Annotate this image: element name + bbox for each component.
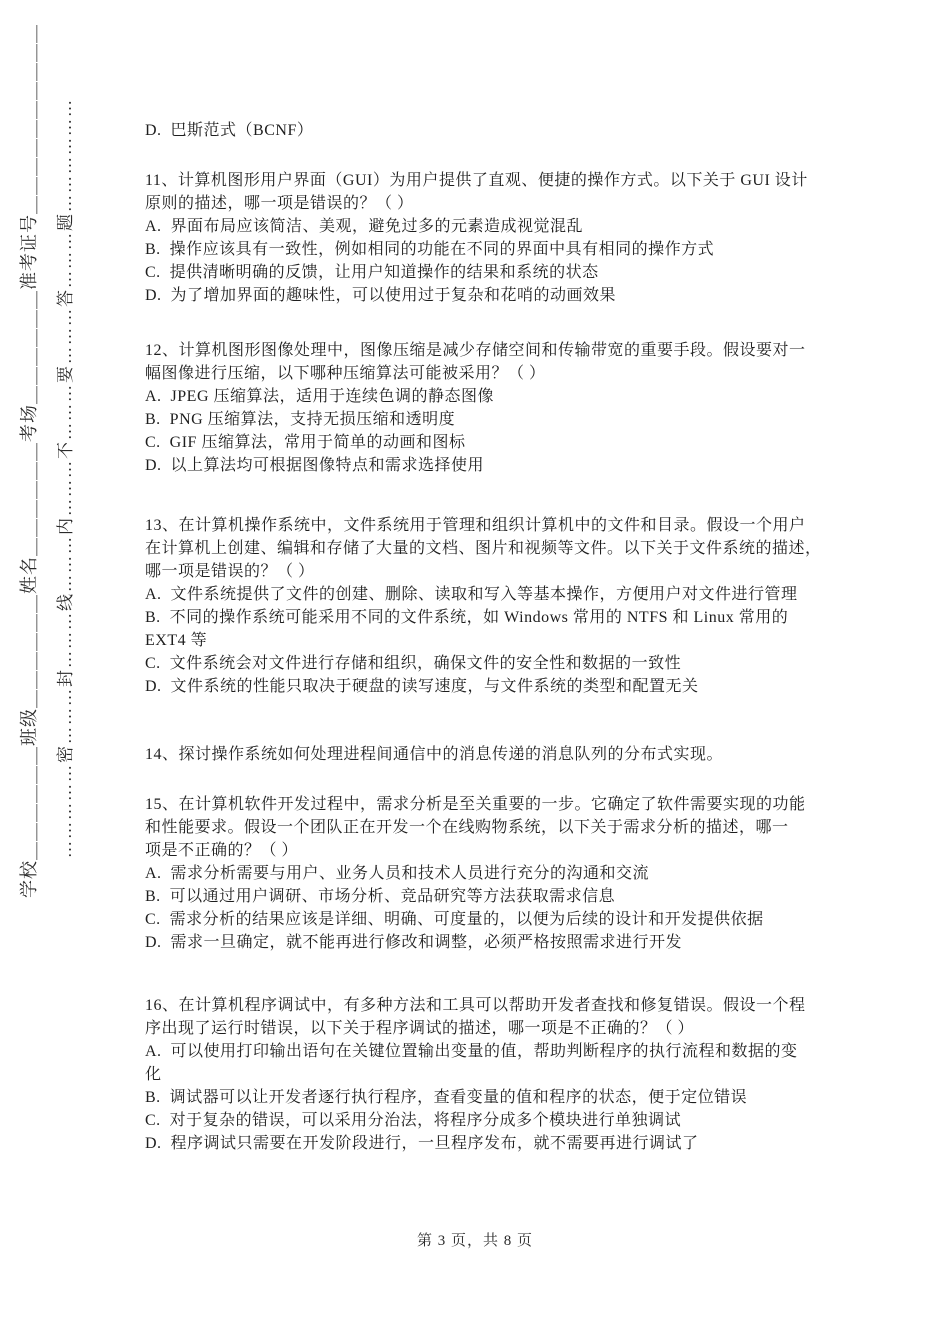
- question-16: [145, 994, 845, 1155]
- text-line: A. JPEG 压缩算法，适用于连续色调的静态图像: [145, 388, 495, 405]
- text-line: B. 调试器可以让开发者逐行执行程序，查看变量的值和程序的状态，便于定位错误: [145, 1089, 748, 1106]
- text-line: 幅图像进行压缩，以下哪种压缩算法可能被采用？（ ）: [145, 365, 546, 382]
- text-line: 13、在计算机操作系统中，文件系统用于管理和组织计算机中的文件和目录。假设一个用户: [145, 517, 806, 534]
- text-line: B. PNG 压缩算法，支持无损压缩和透明度: [145, 411, 456, 428]
- text-line: C. GIF 压缩算法，常用于简单的动画和图标: [145, 434, 466, 451]
- text-line: 哪一项是错误的？（ ）: [145, 563, 315, 580]
- text-line: 15、在计算机软件开发过程中，需求分析是至关重要的一步。它确定了软件需要实现的功能: [145, 796, 806, 813]
- text-line: C. 对于复杂的错误，可以采用分治法，将程序分成多个模块进行单独调试: [145, 1112, 682, 1129]
- text-line: D. 文件系统的性能只取决于硬盘的读写速度，与文件系统的类型和配置无关: [145, 678, 699, 695]
- text-line: D. 巴斯范式（BCNF）: [145, 122, 314, 139]
- text-line: D. 需求一旦确定，就不能再进行修改和调整，必须严格按照需求进行开发: [145, 934, 683, 951]
- text-line: 12、计算机图形图像处理中，图像压缩是减少存储空间和传输带宽的重要手段。假设要对一: [145, 342, 806, 359]
- text-line: D. 以上算法均可根据图像特点和需求选择使用: [145, 457, 485, 474]
- text-line: A. 需求分析需要与用户、业务人员和技术人员进行充分的沟通和交流: [145, 865, 650, 882]
- page-footer: [0, 1229, 950, 1250]
- text-line: 11、计算机图形用户界面（GUI）为用户提供了直观、便捷的操作方式。以下关于 GUI 设计: [145, 172, 808, 189]
- question-12: [145, 339, 845, 477]
- text-line: D. 程序调试只需要在开发阶段进行，一旦程序发布，就不需要再进行调试了: [145, 1135, 699, 1152]
- text-line: A. 文件系统提供了文件的创建、删除、读取和写入等基本操作，方便用户对文件进行管理: [145, 586, 798, 603]
- seal-line: ……………密………封………线………内………不………要………答………题………………: [56, 98, 75, 858]
- text-line: C. 需求分析的结果应该是详细、明确、可度量的，以便为后续的设计和开发提供依据: [145, 911, 764, 928]
- text-line: 项是不正确的？（ ）: [145, 842, 299, 859]
- text-line: B. 不同的操作系统可能采用不同的文件系统，如 Windows 常用的 NTFS 和 Linux 常用的: [145, 609, 789, 626]
- text-line: 和性能要求。假设一个团队正在开发一个在线购物系统，以下关于需求分析的描述，哪一: [145, 819, 789, 836]
- page-number: 第 3 页，共 8 页: [416, 1233, 533, 1249]
- question-13: [145, 514, 845, 698]
- text-line: B. 操作应该具有一致性，例如相同的功能在不同的界面中具有相同的操作方式: [145, 241, 715, 258]
- student-info-fields: 学校＿＿＿＿＿＿班级＿＿＿＿＿＿姓名＿＿＿＿＿＿考场＿＿＿＿＿＿准考证号＿＿＿＿＿＿＿＿＿＿: [19, 24, 39, 898]
- question-10-option-d: [145, 119, 845, 142]
- text-line: 序出现了运行时错误，以下关于程序调试的描述，哪一项是不正确的？（ ）: [145, 1020, 695, 1037]
- text-line: A. 可以使用打印输出语句在关键位置输出变量的值，帮助判断程序的执行流程和数据的变: [145, 1043, 798, 1060]
- text-line: 14、探讨操作系统如何处理进程间通信中的消息传递的消息队列的分布式实现。: [145, 746, 724, 763]
- text-line: EXT4 等: [145, 632, 208, 649]
- question-14: [145, 743, 845, 766]
- exam-content: [145, 119, 845, 1155]
- text-line: 在计算机上创建、编辑和存储了大量的文档、图片和视频等文件。以下关于文件系统的描述，: [145, 540, 822, 557]
- text-line: B. 可以通过用户调研、市场分析、竞品研究等方法获取需求信息: [145, 888, 616, 905]
- text-line: A. 界面布局应该简洁、美观，避免过多的元素造成视觉混乱: [145, 218, 584, 235]
- text-line: C. 文件系统会对文件进行存储和组织，确保文件的安全性和数据的一致性: [145, 655, 682, 672]
- text-line: 16、在计算机程序调试中，有多种方法和工具可以帮助开发者查找和修复错误。假设一个程: [145, 997, 806, 1014]
- question-11: [145, 169, 845, 307]
- text-line: C. 提供清晰明确的反馈，让用户知道操作的结果和系统的状态: [145, 264, 599, 281]
- text-line: 原则的描述，哪一项是错误的？（ ）: [145, 195, 414, 212]
- question-15: [145, 793, 845, 954]
- text-line: D. 为了增加界面的趣味性，可以使用过于复杂和花哨的动画效果: [145, 287, 617, 304]
- text-line: 化: [145, 1066, 162, 1083]
